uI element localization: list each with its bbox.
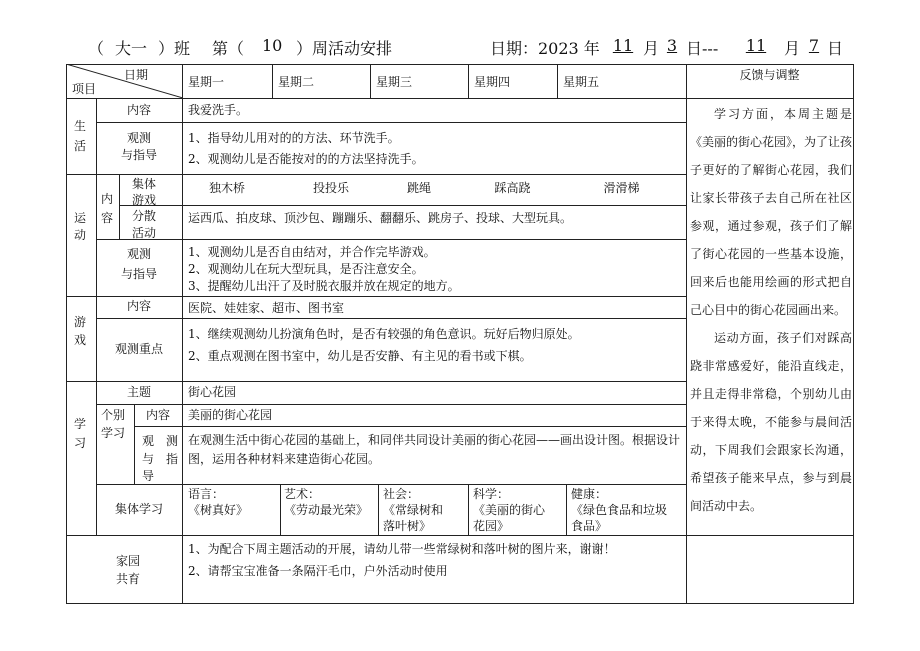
end-month: 11 — [745, 36, 767, 55]
subject-language-name: 语言： — [188, 487, 225, 501]
header-item-label: 项目 — [72, 82, 97, 96]
table-border-left — [66, 64, 67, 604]
subject-health-title-2: 食品》 — [571, 519, 608, 533]
sport-free-label-1: 分散 — [132, 209, 157, 223]
day-divider-2 — [370, 64, 371, 98]
game-title-2: 戏 — [74, 333, 87, 347]
week-suffix: ）周活动安排 — [296, 39, 393, 58]
study-content-sep — [134, 426, 686, 427]
feedback-sport: 运动方面，孩子们对踩高跷非常感爱好，能沿直线走，并且走得非常稳，个别幼儿由于来得太晚，不能参与晨间活动，下周我们会跟家长沟通，希望孩子能来早点，参与到晨间活动中去。 — [690, 331, 852, 513]
life-guide-label-2: 与指导 — [120, 148, 157, 162]
row-sep-study — [66, 535, 854, 536]
life-guide-2: 2、观测幼儿是否能按对的的方法坚持洗手。 — [188, 152, 424, 166]
class-open: （ — [88, 39, 105, 58]
subject-society-title-1: 《常绿树和 — [383, 503, 444, 517]
study-guide: 在观测生活中街心花园的基础上，和同伴共同设计美丽的街心花园——画出设计图。根据设计图，运用各种材料来建造街心花园。 — [188, 433, 681, 466]
sport-game-1: 独木桥 — [208, 181, 245, 195]
sport-group-label-1: 集体 — [132, 177, 157, 191]
home-label-1: 家园 — [115, 554, 140, 568]
sport-guide-label-2: 与指导 — [120, 267, 157, 281]
home-item-2: 2、请帮宝宝准备一条隔汗毛巾，户外活动时使用 — [188, 564, 448, 578]
game-focus-1: 1、继续观测幼儿扮演角色时，是否有较强的角色意识。玩好后物归原处。 — [188, 327, 580, 341]
study-guide-label-2: 与 指 — [142, 452, 179, 466]
week-prefix: 第（ — [212, 39, 245, 58]
life-content: 我爱洗手。 — [188, 103, 249, 117]
study-individual-label-2: 学习 — [101, 426, 126, 440]
subject-divider-2 — [378, 484, 379, 536]
sport-guide-2: 2、观测幼儿在玩大型玩具，是否注意安全。 — [188, 262, 424, 276]
study-theme-sep — [96, 404, 686, 405]
month-label-2: 月 — [784, 39, 801, 58]
table-border-top — [66, 64, 854, 65]
day-friday: 星期五 — [563, 75, 600, 89]
day-divider-4 — [557, 64, 558, 98]
day-thursday: 星期四 — [474, 75, 511, 89]
life-title-2: 活 — [74, 139, 87, 153]
subject-health-title-1: 《绿色食品和垃圾 — [571, 503, 668, 517]
date-label: 日期：2023 年 — [490, 39, 600, 58]
study-theme-label: 主题 — [126, 385, 151, 399]
class-close: ）班 — [158, 39, 191, 58]
life-guide-label-1: 观测 — [126, 131, 151, 145]
home-label-2: 共育 — [115, 572, 140, 586]
week-number: 10 — [262, 36, 283, 55]
life-inner-sep — [96, 122, 686, 123]
subject-science-title-2: 花园》 — [473, 519, 510, 533]
game-title-1: 游 — [74, 315, 87, 329]
subject-language-title: 《树真好》 — [188, 503, 249, 517]
study-title-1: 学 — [74, 417, 87, 431]
class-name: 大一 — [115, 39, 148, 58]
day-divider-3 — [468, 64, 469, 98]
game-inner-sep — [96, 318, 686, 319]
day-tuesday: 星期二 — [278, 75, 315, 89]
start-month: 11 — [612, 36, 634, 55]
feedback-study: 学习方面，本周主题是《美丽的街心花园》，为了让孩子更好的了解街心花园，我们让家长带孩子去自己所在社区参观，通过参观，孩子们了解了街心花园的一些基本设施，回来后也能用绘画的形式把自己心目中的街心花园画出来。 — [690, 107, 853, 317]
row-sep-game — [66, 381, 686, 382]
subject-divider-4 — [566, 484, 567, 536]
subject-science-name: 科学： — [473, 487, 510, 501]
study-group-label: 集体学习 — [114, 502, 163, 516]
study-content-label: 内容 — [145, 408, 170, 422]
day-monday: 星期一 — [188, 75, 225, 89]
sport-game-4: 踩高跷 — [494, 181, 531, 195]
study-individual-label-1: 个别 — [101, 408, 126, 422]
sport-group-sep — [119, 205, 686, 206]
sport-group-label-2: 游戏 — [132, 193, 157, 207]
game-content-label: 内容 — [126, 299, 151, 313]
sport-free-label-2: 活动 — [132, 226, 157, 240]
game-focus-label: 观测重点 — [114, 342, 163, 356]
study-theme: 街心花园 — [188, 385, 237, 399]
month-label-1: 月 — [643, 39, 660, 58]
label-col-divider — [182, 64, 183, 604]
game-content: 医院、娃娃家、超市、图书室 — [188, 301, 345, 315]
home-item-1: 1、为配合下周主题活动的开展，请幼儿带一些常绿树和落叶树的图片来，谢谢！ — [188, 542, 616, 556]
study-content: 美丽的街心花园 — [188, 408, 273, 422]
end-day: 7 — [808, 36, 820, 55]
table-border-right — [853, 64, 854, 604]
sport-guide-label-1: 观测 — [126, 247, 151, 261]
game-focus-2: 2、重点观测在图书室中，幼儿是否安静、有主见的看书或下棋。 — [188, 349, 532, 363]
feedback-title: 反馈与调整 — [739, 68, 800, 82]
sport-title-1: 运 — [74, 211, 87, 225]
header-date-label: 日期 — [124, 68, 149, 82]
subject-science-title-1: 《美丽的街心 — [473, 503, 546, 517]
sport-game-2: 投投乐 — [312, 181, 349, 195]
sport-free-activities: 运西瓜、拍皮球、顶沙包、蹦蹦乐、翻翻乐、跳房子、投球、大型玩具。 — [188, 211, 573, 225]
sport-game-5: 滑滑梯 — [603, 181, 640, 195]
study-guide-label-3: 导 — [142, 469, 155, 483]
row-sep-life — [66, 174, 686, 175]
day-end-label: 日 — [827, 39, 844, 58]
start-day: 3 — [666, 36, 678, 55]
sport-game-3: 跳绳 — [406, 181, 431, 195]
row-sep-header — [66, 98, 854, 99]
feedback-text — [690, 100, 852, 520]
day-separator: 日--- — [686, 39, 719, 58]
life-guide-1: 1、指导幼儿用对的的方法、环节洗手。 — [188, 131, 400, 145]
study-title-2: 习 — [74, 436, 87, 450]
subject-divider-1 — [280, 484, 281, 536]
sport-guide-1: 1、观测幼儿是否自由结对，并合作完毕游戏。 — [188, 245, 436, 259]
study-guide-label-1: 观 测 — [142, 434, 179, 448]
subject-divider-3 — [468, 484, 469, 536]
life-content-label: 内容 — [126, 103, 151, 117]
day-wednesday: 星期三 — [376, 75, 413, 89]
sport-content-sep — [96, 239, 686, 240]
sport-content-label-2: 容 — [101, 211, 114, 225]
sport-guide-3: 3、提醒幼儿出汗了及时脱衣服并放在规定的地方。 — [188, 279, 460, 293]
sport-content-col-divider — [119, 174, 120, 239]
subject-health-name: 健康： — [571, 487, 608, 501]
life-title-1: 生 — [74, 119, 87, 133]
subject-art-name: 艺术： — [284, 487, 321, 501]
sport-content-label-1: 内 — [101, 192, 114, 206]
subject-society-name: 社会： — [383, 487, 420, 501]
feedback-divider — [686, 64, 687, 604]
table-border-bottom — [66, 603, 854, 604]
sport-title-2: 动 — [74, 228, 87, 242]
day-divider-1 — [272, 64, 273, 98]
subject-art-title: 《劳动最光荣》 — [284, 503, 369, 517]
subject-society-title-2: 落叶树》 — [383, 519, 432, 533]
